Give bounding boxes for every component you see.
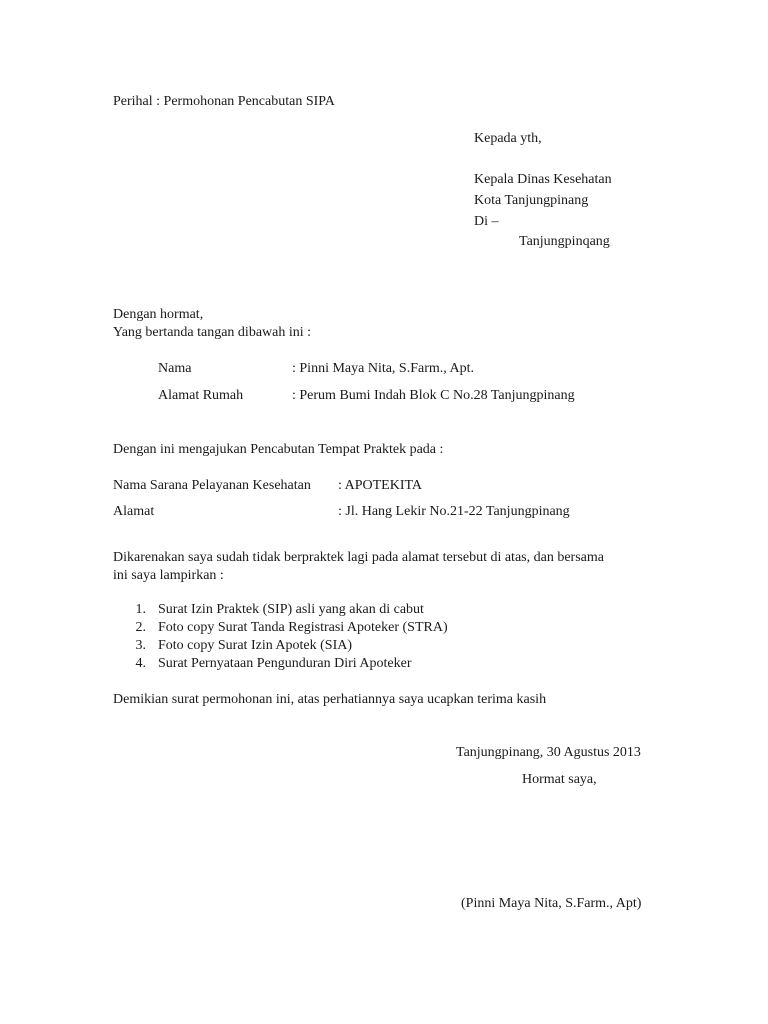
recipient-greeting: Kepada yth, [474, 131, 542, 146]
place-date: Tanjungpinang, 30 Agustus 2013 [456, 745, 641, 760]
applicant-address-label: Alamat Rumah [158, 388, 244, 403]
list-item-text: Surat Pernyataan Pengunduran Diri Apoteker [158, 656, 412, 671]
facility-name-value: : APOTEKITA [338, 478, 423, 493]
recipient-line-4: Tanjungpinqang [519, 234, 610, 249]
facility-name-label: Nama Sarana Pelayanan Kesehatan [113, 478, 311, 493]
recipient-line-1: Kepala Dinas Kesehatan [474, 172, 612, 187]
list-item-number: 2. [135, 620, 146, 635]
signatory-name: (Pinni Maya Nita, S.Farm., Apt) [461, 896, 642, 911]
recipient-line-2: Kota Tanjungpinang [474, 193, 589, 208]
recipient-line-3: Di – [474, 214, 499, 229]
list-item-number: 1. [135, 602, 146, 617]
request-line: Dengan ini mengajukan Pencabutan Tempat Praktek pada : [113, 442, 444, 457]
list-item-number: 4. [135, 656, 146, 671]
regards-line: Hormat saya, [522, 772, 597, 787]
applicant-name-label: Nama [158, 361, 192, 376]
closing-line: Demikian surat permohonan ini, atas perhatiannya saya ucapkan terima kasih [113, 692, 547, 707]
facility-address-value: : Jl. Hang Lekir No.21-22 Tanjungpinang [338, 504, 570, 519]
list-item-text: Foto copy Surat Izin Apotek (SIA) [158, 638, 353, 653]
reason-line-2: ini saya lampirkan : [113, 568, 224, 583]
list-item-text: Surat Izin Praktek (SIP) asli yang akan di cabut [158, 602, 424, 617]
reason-line-1: Dikarenakan saya sudah tidak berpraktek lagi pada alamat tersebut di atas, dan bersama [113, 550, 604, 565]
facility-address-label: Alamat [113, 504, 155, 519]
letter-subject: Perihal : Permohonan Pencabutan SIPA [113, 94, 335, 109]
intro-line: Yang bertanda tangan dibawah ini : [113, 325, 312, 340]
applicant-address-value: : Perum Bumi Indah Blok C No.28 Tanjungpinang [292, 388, 575, 403]
applicant-name-value: : Pinni Maya Nita, S.Farm., Apt. [292, 361, 474, 376]
list-item-number: 3. [135, 638, 146, 653]
list-item-text: Foto copy Surat Tanda Registrasi Apoteker (STRA) [158, 620, 448, 635]
salutation: Dengan hormat, [113, 307, 204, 322]
